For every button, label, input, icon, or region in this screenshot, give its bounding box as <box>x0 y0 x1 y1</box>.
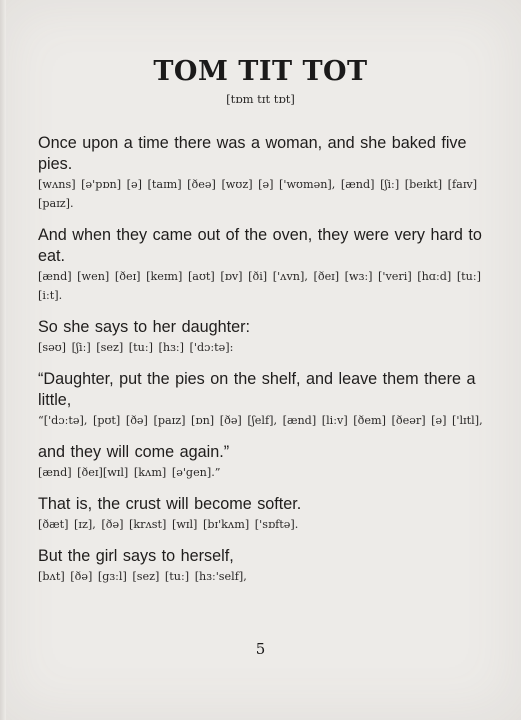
story-title: TOM TIT TOT <box>153 56 368 87</box>
english-sentence: That is, the crust will become softer. <box>38 495 302 513</box>
text-block <box>38 494 490 534</box>
phonetic-transcription: “['dɔːtə], [pʊt] [ðə] [paɪz] [ɒn] [ðə] [ʃelf], [ænd] [liːv] [ðem] [ðeər] [ə] ['lɪtl], <box>38 414 483 427</box>
english-sentence: But the girl says to herself, <box>38 547 234 565</box>
phonetic-transcription: [səʊ] [ʃiː] [sez] [tuː] [hɜː] ['dɔːtə]: <box>38 341 234 354</box>
text-block <box>38 225 490 305</box>
phonetic-transcription: [ænd] [ðeɪ][wɪl] [kʌm] [ə'gen].” <box>38 466 221 479</box>
text-block <box>38 442 490 482</box>
english-sentence: Once upon a time there was a woman, and she baked five pies. <box>38 134 467 173</box>
english-sentence: And when they came out of the oven, they were very hard to eat. <box>38 226 482 265</box>
english-sentence: “Daughter, put the pies on the shelf, and leave them there a little, <box>38 370 476 409</box>
page-number: 5 <box>255 640 266 658</box>
english-sentence: So she says to her daughter: <box>38 318 250 336</box>
text-block <box>38 317 490 357</box>
text-block <box>38 546 490 586</box>
phonetic-transcription: [wʌns] [ə'pɒn] [ə] [taɪm] [ðeə] [wʊz] [ə] ['wʊmən], [ænd] [ʃiː] [beɪkt] [faɪv] [paɪz]. <box>38 178 478 210</box>
story-title-transcription: [tɒm tɪt tɒt] <box>226 92 295 106</box>
phonetic-transcription: [ðæt] [ɪz], [ðə] [krʌst] [wɪl] [bɪ'kʌm] ['sɒftə]. <box>38 518 299 531</box>
text-block <box>38 369 490 430</box>
phonetic-transcription: [bʌt] [ðə] [gɜːl] [sez] [tuː] [hɜː'self], <box>38 570 247 583</box>
story-text <box>38 133 490 598</box>
english-sentence: and they will come again.” <box>38 443 230 461</box>
phonetic-transcription: [ænd] [wen] [ðeɪ] [keɪm] [aʊt] [ɒv] [ði] ['ʌvn], [ðeɪ] [wɜː] ['veri] [hɑːd] [tuː] [iːt]. <box>38 270 482 302</box>
text-block <box>38 133 490 213</box>
page-edge-shadow <box>0 0 6 720</box>
